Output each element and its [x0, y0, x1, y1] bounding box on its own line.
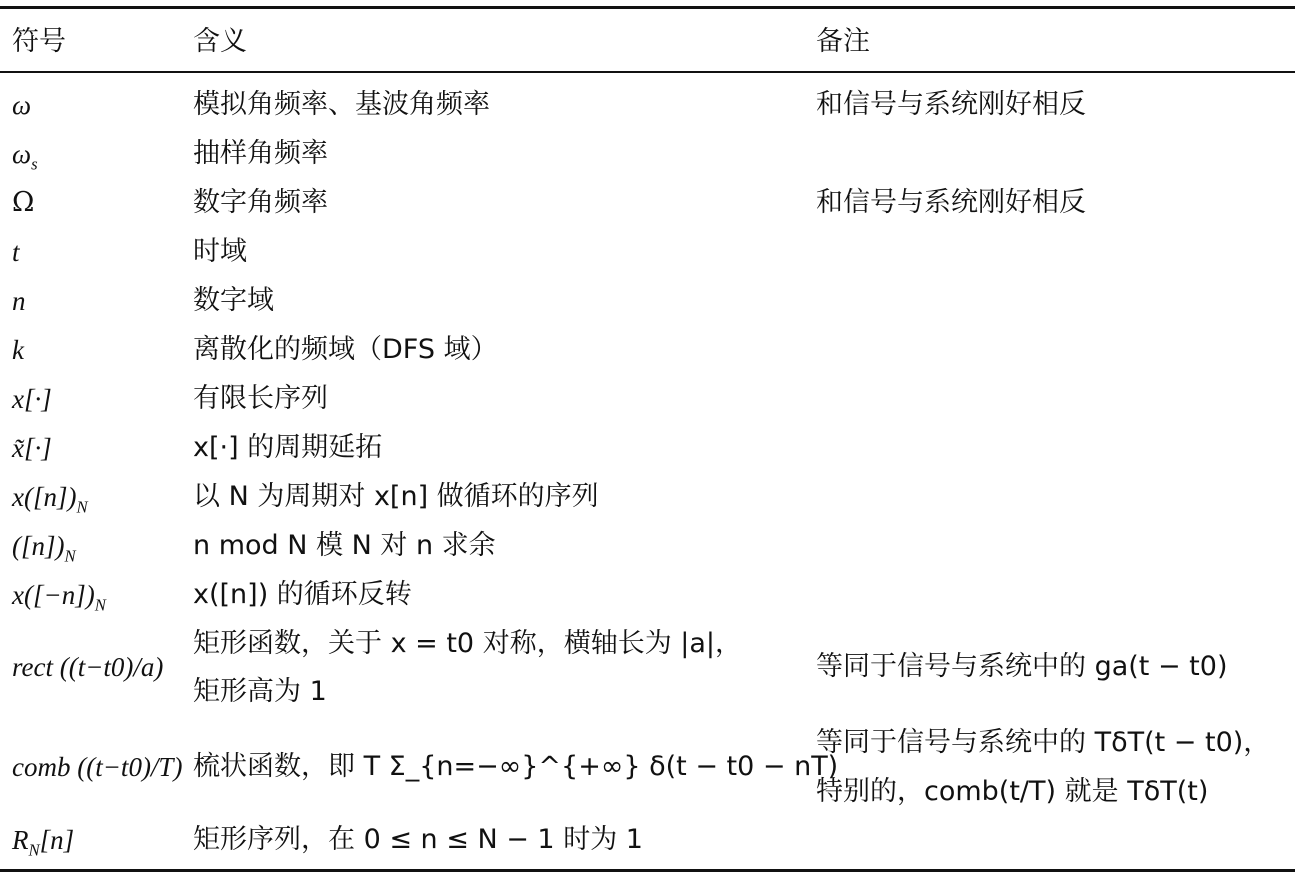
symbol-cell: x[·] — [12, 384, 52, 414]
symbol-cell: comb ((t−t0)/T) — [12, 752, 183, 782]
meaning-cell: 时域 — [193, 236, 247, 267]
meaning-cell: x[·] 的周期延拓 — [193, 432, 383, 463]
meaning-cell: 有限长序列 — [193, 383, 328, 414]
note-cell-line: 特别的，comb(t/T) 就是 TδT(t) — [816, 776, 1209, 807]
meaning-cell: 数字角频率 — [193, 187, 328, 218]
table-top-rule — [0, 6, 1295, 9]
symbol-cell: n — [12, 286, 26, 316]
meaning-cell: 矩形序列，在 0 ≤ n ≤ N − 1 时为 1 — [193, 824, 643, 855]
meaning-cell: 离散化的频域（DFS 域） — [193, 334, 498, 365]
note-cell: 等同于信号与系统中的 ga(t − t0) — [816, 651, 1228, 682]
symbol-cell: $x([n])_N$ — [12, 482, 88, 517]
note-cell: 和信号与系统刚好相反 — [816, 187, 1086, 218]
note-cell-line: 等同于信号与系统中的 TδT(t − t0)， — [816, 727, 1271, 758]
header-symbol: 符号 — [12, 26, 66, 57]
symbol-cell: ω — [12, 90, 32, 120]
symbol-cell: Ω — [12, 187, 35, 218]
symbol-cell: t — [12, 237, 20, 267]
meaning-cell: x([n]) 的循环反转 — [193, 579, 412, 610]
note-cell: 和信号与系统刚好相反 — [816, 89, 1086, 120]
meaning-cell: 数字域 — [193, 285, 274, 316]
header-meaning: 含义 — [193, 26, 247, 57]
meaning-cell: 梳状函数，即 T Σ_{n=−∞}^{+∞} δ(t − t0 − nT) — [193, 751, 839, 782]
meaning-cell: 模拟角频率、基波角频率 — [193, 89, 490, 120]
table-header-rule — [0, 71, 1295, 73]
meaning-cell: n mod N 模 N 对 n 求余 — [193, 530, 496, 561]
symbol-cell: $x([-n])_N$ — [12, 580, 106, 615]
table-bottom-rule — [0, 869, 1295, 872]
meaning-cell: 以 N 为周期对 x[n] 做循环的序列 — [193, 481, 599, 512]
symbol-cell: $([n])_N$ — [12, 531, 76, 566]
meaning-cell: 抽样角频率 — [193, 138, 328, 169]
meaning-cell-line: 矩形函数，关于 x = t0 对称，横轴长为 |a|， — [193, 628, 743, 659]
symbol-cell: x̃[·] — [12, 433, 52, 463]
symbol-cell: $R_N[n]$ — [12, 825, 75, 860]
meaning-cell-line: 矩形高为 1 — [193, 676, 327, 707]
symbol-cell: $\omega_s$ — [12, 139, 38, 174]
symbol-cell: rect ((t−t0)/a) — [12, 652, 164, 682]
header-note: 备注 — [816, 26, 870, 57]
symbol-cell: k — [12, 335, 24, 365]
